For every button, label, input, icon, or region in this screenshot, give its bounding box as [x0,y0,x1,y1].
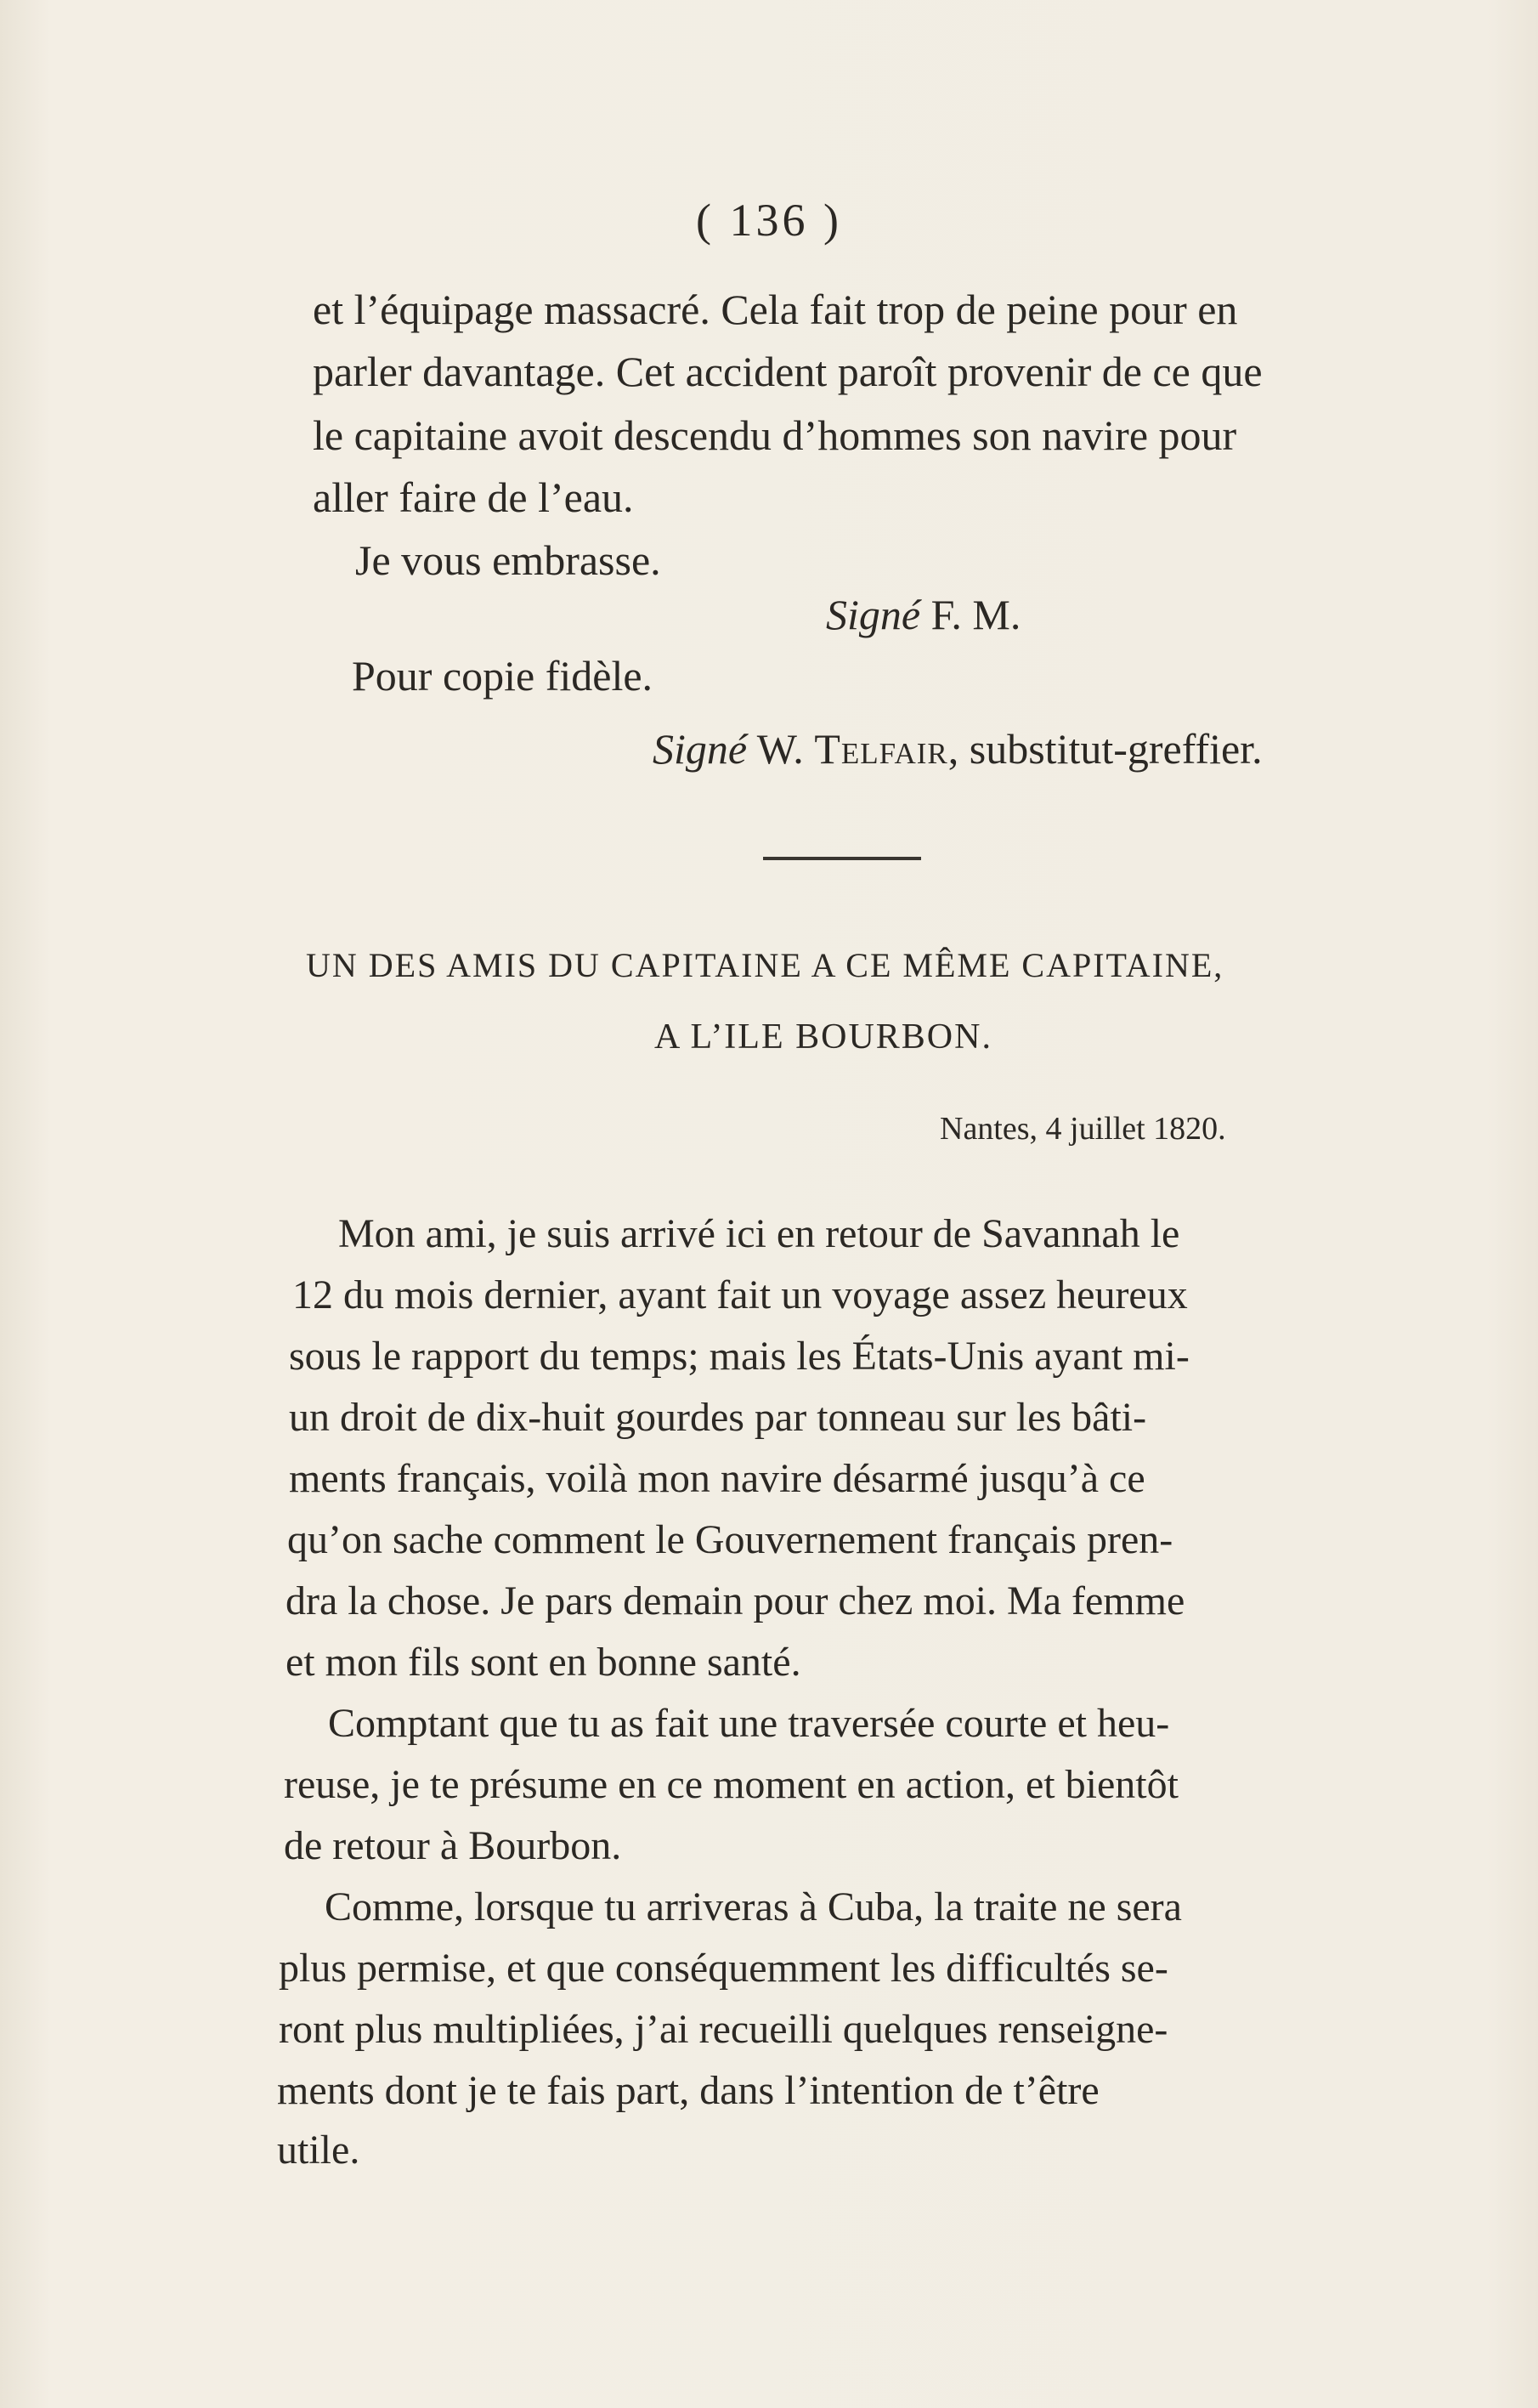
page-number: ( 136 ) [696,195,842,246]
letter-line: de retour à Bourbon. [284,1823,622,1868]
letter-line: un droit de dix-huit gourdes par tonneau sur les bâti- [289,1395,1147,1440]
letter-line: sous le rapport du temps; mais les États-Unis ayant mi- [289,1334,1190,1379]
section-divider [763,857,921,860]
signature-fm [826,590,1021,639]
signature-word: Signé [826,591,921,638]
letter-line: et mon fils sont en bonne santé. [286,1640,801,1685]
text-line: le capitaine avoit descendu d’hommes son navire pour [313,411,1237,459]
text-line: et l’équipage massacré. Cela fait trop de peine pour en [313,286,1238,333]
signature-surname: Telfair [814,725,948,773]
section-heading-line2: A L’ILE BOURBON. [654,1017,992,1057]
letter-line: ments français, voilà mon navire désarmé jusqu’à ce [289,1456,1145,1501]
letter-line: dra la chose. Je pars demain pour chez moi. Ma femme [286,1578,1185,1623]
signature-name: F. M. [930,591,1021,638]
letter-line: Comme, lorsque tu arriveras à Cuba, la traite ne sera [325,1884,1182,1929]
letter-line: plus permise, et que conséquemment les difficultés se- [279,1946,1168,1991]
text-line: aller faire de l’eau. [313,473,634,521]
signature-word: Signé [653,725,748,773]
section-heading-line1: UN DES AMIS DU CAPITAINE A CE MÊME CAPITAINE, [306,946,1224,984]
closing-line: Je vous embrasse. [355,536,661,584]
letter-line: utile. [277,2128,360,2173]
signature-telfair [653,724,1263,773]
signature-initial: W. [756,725,804,773]
letter-line: ments dont je te fais part, dans l’intention de t’être [277,2068,1100,2113]
letter-line: ront plus multipliées, j’ai recueilli quelques renseigne- [279,2007,1168,2052]
letter-line: qu’on sache comment le Gouvernement français pren- [287,1517,1173,1562]
copy-line: Pour copie fidèle. [352,652,653,700]
letter-dateline: Nantes, 4 juillet 1820. [940,1111,1226,1147]
text-line: parler davantage. Cet accident paroît provenir de ce que [313,348,1263,395]
letter-line: Mon ami, je suis arrivé ici en retour de Savannah le [338,1211,1180,1256]
letter-line: reuse, je te présume en ce moment en action, et bientôt [284,1762,1179,1807]
letter-line: Comptant que tu as fait une traversée courte et heu- [328,1701,1170,1746]
signature-title: , substitut-greffier. [947,725,1263,773]
letter-line: 12 du mois dernier, ayant fait un voyage assez heureux [292,1272,1188,1317]
